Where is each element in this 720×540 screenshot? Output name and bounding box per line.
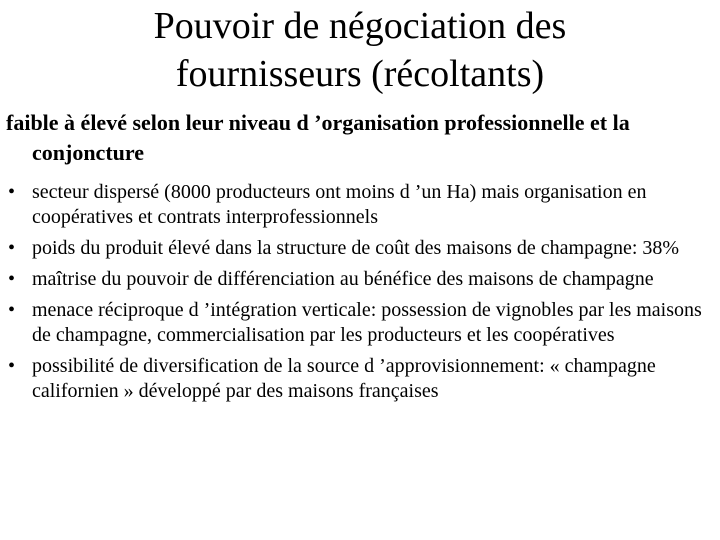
bullet-dot-icon: • xyxy=(8,181,16,203)
slide-title-line-1: Pouvoir de négociation des xyxy=(153,5,567,47)
bullet-item xyxy=(6,267,714,292)
bullet-text: poids du produit élevé dans la structure de coût des maisons de champagne: 38% xyxy=(32,237,680,259)
lead-statement: faible à élevé selon leur niveau d ’organisation professionnelle et la conjoncture xyxy=(6,110,630,165)
slide-title-line-2: fournisseurs (récoltants) xyxy=(175,53,545,95)
bullet-list xyxy=(6,180,714,410)
bullet-text: menace réciproque d ’intégration verticale: possession de vignobles par les maisons de champagne, commercialisation par les producteurs et les coopératives xyxy=(32,299,702,346)
bullet-dot-icon: • xyxy=(8,355,16,377)
bullet-text: possibilité de diversification de la source d ’approvisionnement: « champagne californien » développé par des maisons françaises xyxy=(32,355,656,402)
bullet-text: maîtrise du pouvoir de différenciation au bénéfice des maisons de champagne xyxy=(32,268,654,290)
bullet-item xyxy=(6,298,714,348)
bullet-item xyxy=(6,236,714,261)
bullet-dot-icon: • xyxy=(8,237,16,259)
bullet-text: secteur dispersé (8000 producteurs ont moins d ’un Ha) mais organisation en coopératives et contrats interprofessionnels xyxy=(32,181,647,228)
bullet-item xyxy=(6,354,714,404)
slide-title xyxy=(0,2,720,98)
bullet-item xyxy=(6,180,714,230)
bullet-dot-icon: • xyxy=(8,268,16,290)
bullet-dot-icon: • xyxy=(8,299,16,321)
